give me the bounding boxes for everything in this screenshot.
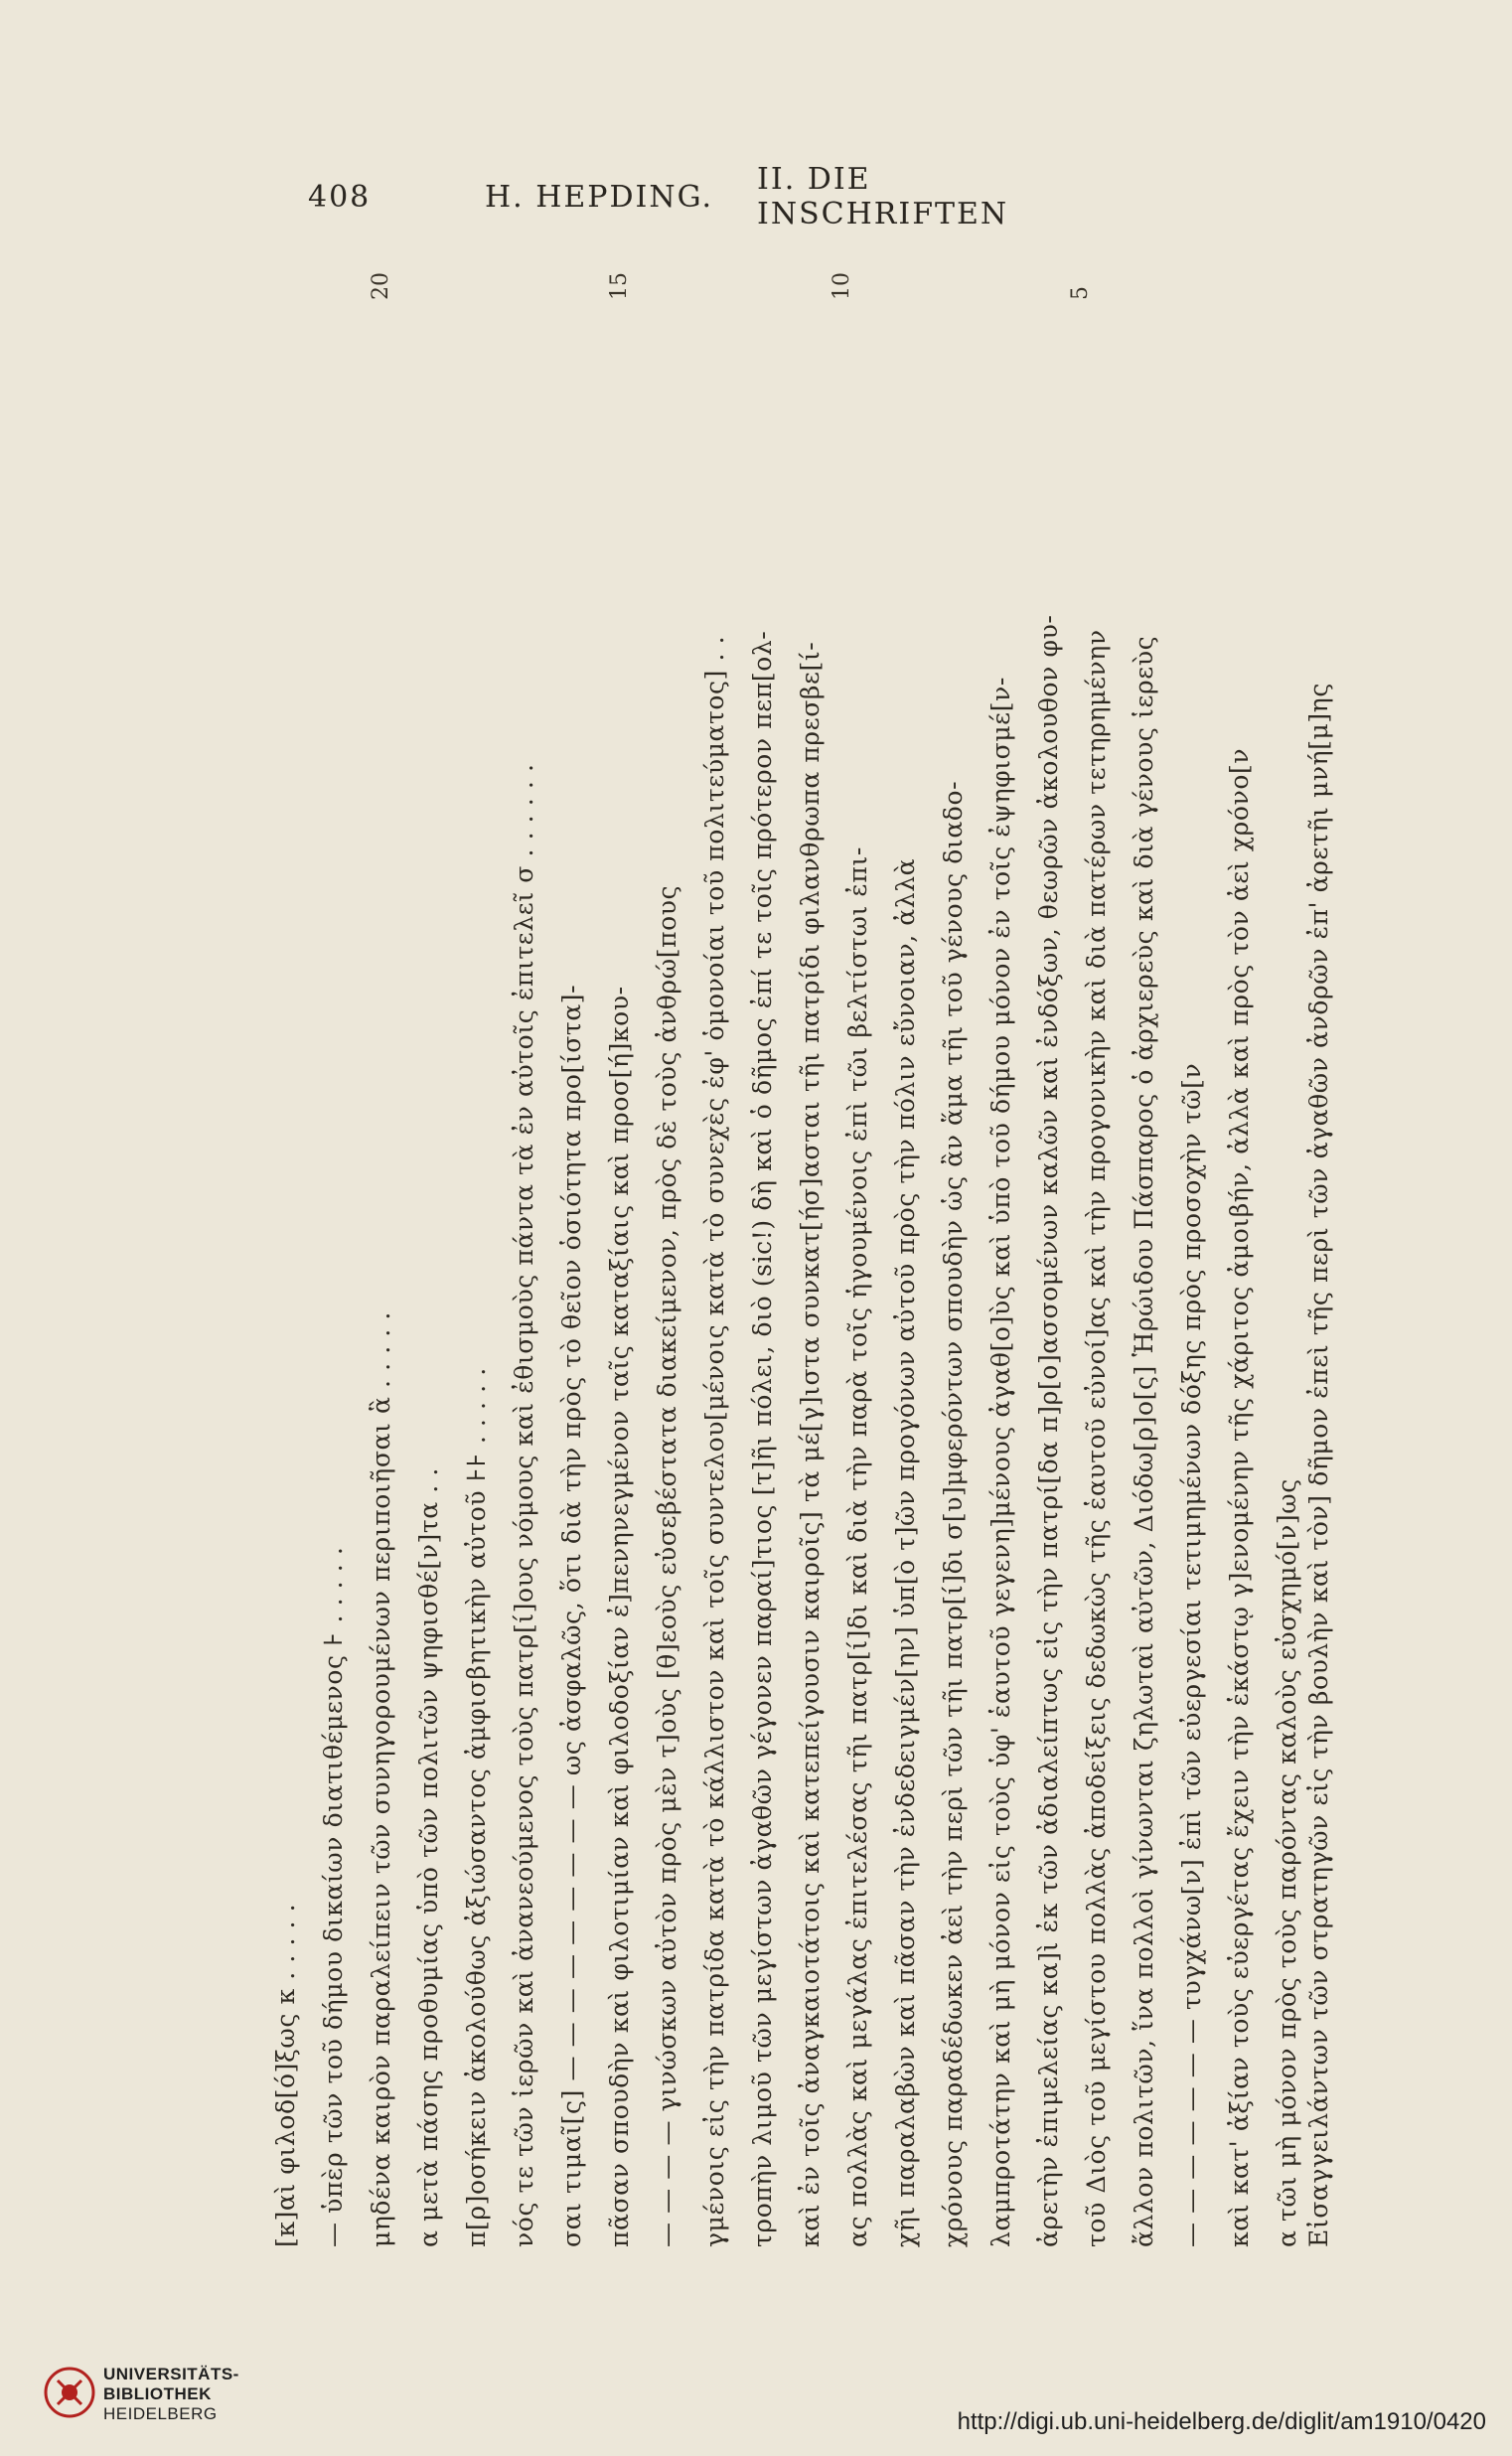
inscription-line: χρόνους παραδέδωκεν ἀεὶ τὴν περὶ τῶν τῆι πατρ[ί]δι σ[υ]μφερόντων σπουδὴν ὡς ἂν ἅμα τῆι τοῦ γένους διαδο- [939, 780, 968, 2247]
inscription-line: — — — — γινώσκων αὐτὸν πρὸς μὲν τ]οὺς [θ]εοὺς εὐσεβέστατα διακείμενον, πρὸς δὲ τοὺς ἀνθρώ[πους [653, 884, 681, 2247]
inscription-line: [κ]αὶ φιλοδ[ό]ξως κ . . . . . [271, 1903, 300, 2247]
inscription-line: τροπὴν λιμοῦ τῶν μεγίστων ἀγαθῶν γέγονεν παραί]τιος [τ]ῆι πόλει, διὸ (sic!) δὴ καὶ ὁ δῆμος ἐπί τε τοῖς πρότερον πεπ[ολ- [748, 630, 777, 2247]
inscription-line: — ὑπὲρ τῶν τοῦ δήμου δικαίων διατιθέμενος ⊦ . . . . . [319, 1546, 348, 2247]
line-number: 20 [369, 272, 393, 300]
inscription-line: α τῶι μὴ μόνον πρὸς τοὺς παρόντας καλοὺς εὐσχημό[ν]ως [1273, 1478, 1301, 2247]
line-number: 10 [830, 272, 854, 300]
inscription-line: σαι τιμαῖ[ς] — — — — — — — — — ως ἀσφαλῶς, ὅτι διὰ τὴν πρὸς τὸ θεῖον ὁσιότητα προ[ίστα]- [557, 984, 586, 2247]
header-chapter: II. DIE INSCHRIFTEN [757, 162, 1009, 231]
inscription-line: ἄλλον πολιτῶν, ἵνα πολλοὶ γίνωνται ζηλωταὶ αὐτῶν, Διόδω[ρ]ο[ς] Ἡρώιδου Πάσπαρος ὁ ἀρχιερεὺς καὶ διὰ γένους ἱερεὺς [1130, 635, 1158, 2247]
inscription-line: — — — — — — — τυγχάνω[ν] ἐπὶ τῶν εὐεργεσίαι τετιμημένων δόξης πρὸς προσοχὴν τῶ[ν [1177, 1062, 1206, 2247]
inscription-line: τοῦ Διὸς τοῦ μεγίστου πολλὰς ἀποδείξεις δεδωκὼς τῆς ἑαυτοῦ εὐνοί]ας καὶ τὴν προγονικὴν καὶ διὰ πατέρων τετηρημένην [1082, 629, 1111, 2247]
inscription-line: Εἰσαγγειλάντων τῶν στρατηγῶν εἰς τὴν βουλὴν καὶ τὸν] δῆμον ἐπεὶ τῆς περὶ τῶν ἀγαθῶν ἀνδρῶν ἐπ' ἀρετῆι μνή[μ]ης [1304, 683, 1333, 2247]
library-name-line: UNIVERSITÄTS- [103, 2365, 239, 2383]
library-name-line: BIBLIOTHEK [103, 2384, 212, 2403]
inscription-line: καὶ ἐν τοῖς ἀναγκαιοτάτοις καὶ κατεπείγουσιν καιροῖς] τὰ μέ[γ]ιστα συνκατ[ήσ]ασται τῆι πατρίδι φιλανθρωπα πρεσβε[ί- [796, 641, 825, 2247]
inscription-line: νός τε τῶν ἱερῶν καὶ ἀνανεούμενος τοὺς πατρ[ί]ους νόμους καὶ ἐθισμοὺς πάντα τὰ ἐν αὐτοῖς ἐπιτελεῖ σ . . . . . . [510, 763, 538, 2247]
inscription-line: πᾶσαν σπουδὴν καὶ φιλοτιμίαν καὶ φιλοδοξίαν ἐ]πενηνεγμένον ταῖς καταξίαις καὶ προσ[ή]κου- [605, 986, 634, 2247]
inscription-line: ἀρετὴν ἐπιμελείας κα]ὶ ἐκ τῶν ἀδιαλείπτως εἰς τὴν πατρί[δα π]ρ[ο]ασσομένων καλῶν καὶ ἐνδόξων, θεωρῶν ἀκολουθον φυ- [1034, 614, 1063, 2247]
page-number: 408 [308, 179, 372, 215]
inscription-line: μηδένα καιρὸν παραλείπειν τῶν συνηγορουμένων περιποιῆσαι ἃ . . . . . [367, 1311, 395, 2247]
library-logo [44, 2361, 322, 2430]
library-name [103, 2365, 239, 2424]
inscription-line: π[ρ]οσήκειν ἀκολούθως ἀξιώσαντος ἀμφισβητικὴν αὐτοῦ ⊦⊦ . . . . . [462, 1367, 491, 2247]
header-author: H. HEPDING. [485, 179, 714, 215]
inscription-line: λαμπροτάτην καὶ μὴ μόνον εἰς τοὺς ὑφ' ἑαυτοῦ γεγενη]μένους ἀγαθ[ο]ὺς καὶ ὑπὸ τοῦ δήμου μόνον ἐν τοῖς ἐψηφισμέ[ν- [986, 677, 1015, 2247]
inscription-line: α μετὰ πάσης προθυμίας ὑπὸ τῶν πολιτῶν ψηφισθέ[ν]τα . . [414, 1467, 443, 2247]
line-number: 5 [1068, 286, 1093, 300]
library-emblem-icon [44, 2367, 95, 2418]
inscription-line: ας πολλὰς καὶ μεγάλας ἐπιτελέσας τῆι πατρ[ί]δι καὶ διὰ τὴν παρὰ τοῖς ἡγουμένοις ἐπὶ τῶι βελτίστωι ἐπι- [843, 846, 872, 2247]
library-name-line: HEIDELBERG [103, 2404, 218, 2423]
line-number: 15 [607, 272, 632, 300]
inscription-block [266, 260, 1339, 2247]
source-url-link[interactable]: http://digi.ub.uni-heidelberg.de/diglit/am1910/0420 [957, 2408, 1486, 2435]
inscription-line: γμένοις εἰς τὴν πατρίδα κατὰ τὸ κάλλιστον καὶ τοῖς συντελου[μένοις κατὰ τὸ συνεχὲς ἐφ' ὁμονοίαι τοῦ πολιτεύματος] . . [700, 635, 729, 2247]
inscription-line: χῆι παραλαβὼν καὶ πᾶσαν τὴν ἐνδεδειγμέν[ην] ὑπ[ὸ τ]ῶν προγόνων αὐτοῦ πρὸς τὴν πόλιν εὔνοιαν, ἀλλὰ [891, 857, 920, 2247]
inscription-line: καὶ κατ' ἀξίαν τοὺς εὐεργέτας ἔχειν τὴν ἑκάστῳ γ]ενομένην τῆς χάριτος ἀμοιβήν, ἀλλὰ καὶ πρὸς τὸν ἀεὶ χρόνο[ν [1225, 747, 1254, 2247]
running-header [298, 162, 1133, 231]
